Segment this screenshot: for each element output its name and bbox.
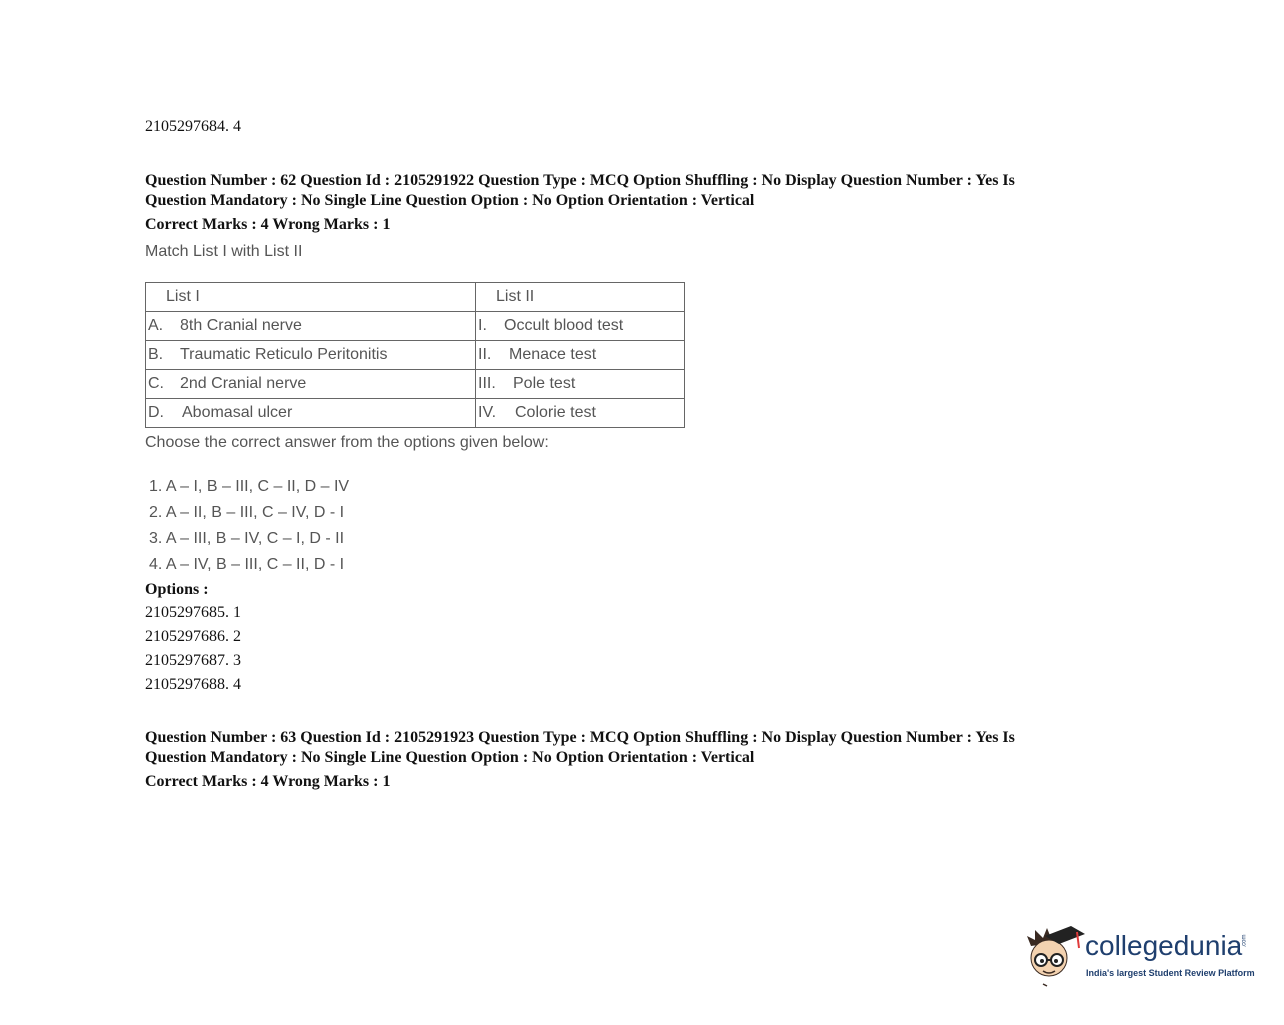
table-row bbox=[146, 341, 685, 370]
mascot-icon bbox=[1025, 918, 1087, 988]
table-row bbox=[146, 312, 685, 341]
row-text: Menace test bbox=[509, 346, 597, 363]
q62-marks: Correct Marks : 4 Wrong Marks : 1 bbox=[145, 216, 391, 233]
row-label: II. bbox=[478, 346, 492, 363]
q63-marks: Correct Marks : 4 Wrong Marks : 1 bbox=[145, 773, 391, 790]
list-item: 4. A – IV, B – III, C – II, D - I bbox=[149, 556, 345, 573]
option-id: 2105297686. 2 bbox=[145, 628, 241, 645]
row-label: III. bbox=[478, 375, 496, 392]
logo-tagline: India's largest Student Review Platform bbox=[1086, 968, 1255, 978]
row-text: Colorie test bbox=[515, 404, 596, 421]
row-label: D. bbox=[148, 404, 164, 421]
match-table bbox=[145, 282, 685, 428]
row-label: I. bbox=[478, 317, 487, 334]
logo-suffix: .com bbox=[1241, 934, 1248, 948]
q62-header-line2: Question Mandatory : No Single Line Question Option : No Option Orientation : Vertical bbox=[145, 192, 755, 209]
row-label: A. bbox=[148, 317, 164, 334]
row-text: 8th Cranial nerve bbox=[180, 317, 302, 334]
q62-options-label: Options : bbox=[145, 581, 209, 598]
table-row bbox=[146, 370, 685, 399]
logo-name: collegedunia bbox=[1085, 930, 1243, 961]
option-id: 2105297685. 1 bbox=[145, 604, 241, 621]
q62-prompt: Match List I with List II bbox=[145, 243, 303, 260]
row-text: Abomasal ulcer bbox=[182, 404, 293, 421]
row-text: Traumatic Reticulo Peritonitis bbox=[180, 346, 388, 363]
list1-header: List I bbox=[166, 288, 200, 305]
q63-header-line2: Question Mandatory : No Single Line Question Option : No Option Orientation : Vertical bbox=[145, 749, 755, 766]
row-text: 2nd Cranial nerve bbox=[180, 375, 307, 392]
q62-instruction: Choose the correct answer from the options given below: bbox=[145, 434, 549, 451]
q62-option-ids bbox=[145, 604, 241, 700]
list-item: 2. A – II, B – III, C – IV, D - I bbox=[149, 504, 345, 521]
q63-header-line1: Question Number : 63 Question Id : 2105291923 Question Type : MCQ Option Shuffling : No Display Question Number : Yes Is bbox=[145, 729, 1015, 746]
row-label: IV. bbox=[478, 404, 497, 421]
collegedunia-logo bbox=[1025, 918, 1265, 993]
q62-header-line1: Question Number : 62 Question Id : 2105291922 Question Type : MCQ Option Shuffling : No Display Question Number : Yes Is bbox=[145, 172, 1015, 189]
row-label: B. bbox=[148, 346, 164, 363]
list2-header: List II bbox=[496, 288, 535, 305]
option-id: 2105297688. 4 bbox=[145, 676, 241, 693]
row-label: C. bbox=[148, 375, 164, 392]
list-item: 3. A – III, B – IV, C – I, D - II bbox=[149, 530, 345, 547]
option-id: 2105297687. 3 bbox=[145, 652, 241, 669]
table-row bbox=[146, 399, 685, 428]
previous-option-id: 2105297684. 4 bbox=[145, 118, 241, 135]
list-item: 1. A – I, B – III, C – II, D – IV bbox=[149, 478, 350, 495]
q62-choice-list bbox=[149, 476, 349, 580]
row-text: Pole test bbox=[513, 375, 576, 392]
row-text: Occult blood test bbox=[504, 317, 624, 334]
match-table-header bbox=[146, 283, 685, 312]
